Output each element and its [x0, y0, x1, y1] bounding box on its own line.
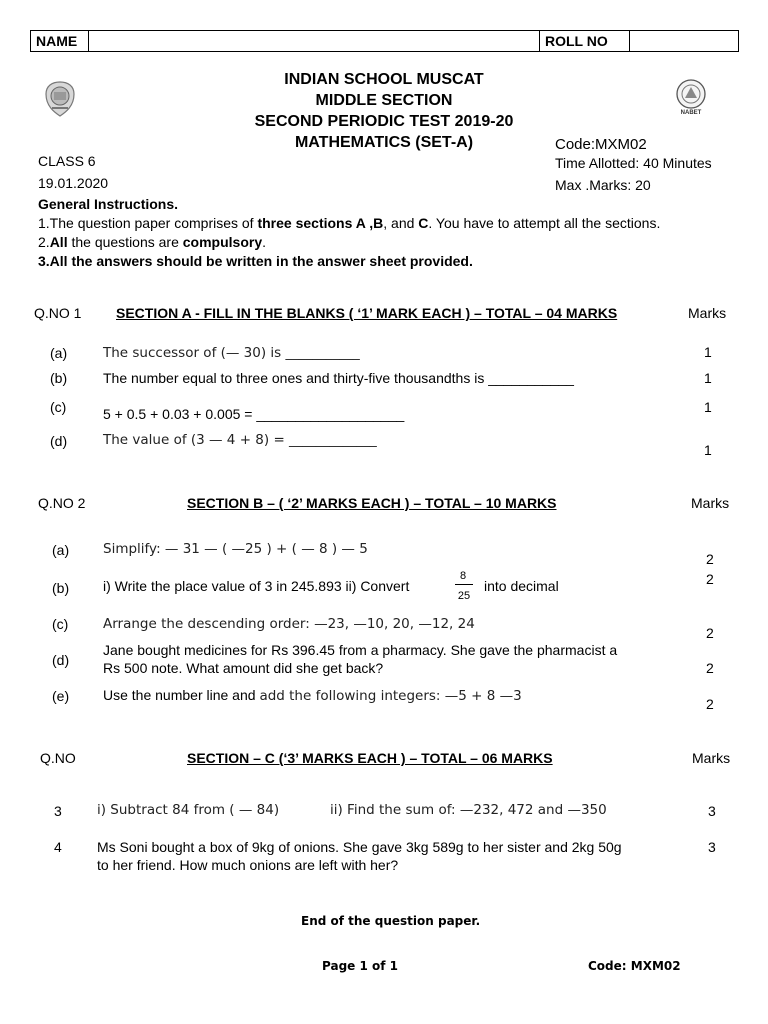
subject-title: MATHEMATICS (SET-A) — [294, 134, 474, 151]
question-marks: 1 — [704, 370, 712, 386]
question-label: (b) — [50, 370, 68, 386]
question-text: The value of (3 — 4 + 8) = _____________ — [103, 432, 377, 448]
test-title: SECOND PERIODIC TEST 2019-20 — [254, 113, 514, 130]
question-text: 5 + 0.5 + 0.03 + 0.005 = ___________________ — [103, 406, 405, 422]
section-b-qno: Q.NO 2 — [38, 495, 86, 511]
fraction-numerator: 8 — [459, 570, 467, 582]
nabet-logo-text: NABET — [680, 110, 702, 116]
instruction-bold: three sections A ,B — [257, 215, 384, 231]
class-label: CLASS 6 — [38, 153, 96, 169]
question-label: (a) — [52, 542, 70, 558]
name-field[interactable] — [89, 31, 539, 51]
question-marks: 3 — [708, 803, 716, 819]
section-b-title: SECTION B – ( ‘2’ MARKS EACH ) – TOTAL – 10 MARKS — [187, 495, 557, 511]
question-marks: 2 — [706, 551, 714, 567]
fraction-bar — [455, 584, 473, 585]
question-text-line1: Ms Soni bought a box of 9kg of onions. She gave 3kg 589g to her sister and 2kg 50g — [97, 839, 622, 855]
name-label: NAME — [36, 33, 78, 49]
instruction-text: 1.The question paper comprises of — [38, 215, 258, 231]
question-text-part: Use the number line and — [103, 687, 260, 703]
question-text: Simplify: — 31 — ( —25 ) + ( — 8 ) — 5 — [103, 541, 368, 557]
question-text-line1: Jane bought medicines for Rs 396.45 from a pharmacy. She gave the pharmacist a — [103, 642, 618, 658]
section-a-qno: Q.NO 1 — [34, 305, 82, 321]
question-marks: 3 — [708, 839, 716, 855]
question-text: ii) Find the sum of: —232, 472 and —350 — [330, 802, 607, 818]
rollno-label: ROLL NO — [545, 33, 608, 49]
section-a-marks-label: Marks — [688, 305, 727, 321]
instruction-bold: C — [418, 215, 429, 231]
question-marks: 2 — [706, 696, 714, 712]
page-number: Page 1 of 1 — [322, 959, 398, 973]
question-label: (c) — [52, 616, 69, 632]
question-marks: 2 — [706, 625, 714, 641]
question-label: 3 — [54, 803, 62, 819]
section-b-marks-label: Marks — [691, 495, 730, 511]
instruction-text: . You have to attempt all the sections. — [428, 215, 661, 231]
question-label: 4 — [54, 839, 62, 855]
question-label: (b) — [52, 580, 70, 596]
question-label: (c) — [50, 399, 67, 415]
instruction-text: . — [262, 234, 267, 250]
end-note: End of the question paper. — [301, 914, 481, 928]
instruction-text: 2. — [38, 234, 50, 250]
question-text-line2: to her friend. How much onions are left with her? — [97, 857, 399, 873]
paper-code: Code:MXM02 — [555, 136, 647, 153]
question-text-line2: Rs 500 note. What amount did she get back? — [103, 660, 384, 676]
name-rollno-table — [30, 30, 739, 52]
question-label: (d) — [52, 652, 70, 668]
question-text: Arrange the descending order: —23, —10, 20, —12, 24 — [103, 616, 475, 632]
question-label: (e) — [52, 688, 70, 704]
section-a-title: SECTION A - FILL IN THE BLANKS ( ‘1’ MARK EACH ) – TOTAL – 04 MARKS — [116, 305, 618, 321]
instruction-3: 3.All the answers should be written in the answer sheet provided. — [38, 253, 473, 269]
question-marks: 1 — [704, 344, 712, 360]
school-title: INDIAN SCHOOL MUSCAT — [284, 71, 484, 88]
instruction-bold: All — [49, 234, 68, 250]
rollno-field[interactable] — [630, 31, 738, 51]
question-text: The successor of (— 30) is ___________ — [103, 345, 360, 361]
question-text: i) Subtract 84 from ( — 84) — [97, 802, 280, 818]
question-marks: 1 — [704, 399, 712, 415]
question-text-part: add the following integers: —5 + 8 —3 — [259, 688, 522, 704]
exam-date: 19.01.2020 — [38, 175, 109, 191]
section-c-qno: Q.NO — [40, 750, 76, 766]
max-marks: Max .Marks: 20 — [555, 177, 651, 193]
divider — [539, 31, 540, 51]
question-label: (d) — [50, 433, 68, 449]
section-title: MIDDLE SECTION — [315, 92, 453, 109]
question-text: into decimal — [484, 578, 559, 594]
question-text: i) Write the place value of 3 in 245.893 ii) Convert — [103, 578, 410, 594]
instruction-text: the questions are — [67, 234, 183, 250]
question-label: (a) — [50, 345, 68, 361]
instruction-text: , and — [383, 215, 419, 231]
instruction-1 — [38, 215, 660, 231]
question-marks: 2 — [706, 660, 714, 676]
instructions-heading: General Instructions. — [38, 196, 179, 212]
question-marks: 2 — [706, 571, 714, 587]
section-c-marks-label: Marks — [692, 750, 731, 766]
question-text: The number equal to three ones and thirty-five thousandths is ___________ — [103, 370, 574, 386]
question-text — [103, 687, 522, 704]
section-c-title: SECTION – C (‘3’ MARKS EACH ) – TOTAL – 06 MARKS — [187, 750, 553, 766]
instruction-2 — [38, 234, 266, 250]
fraction-denominator: 25 — [457, 590, 471, 602]
instruction-bold: compulsory — [182, 234, 263, 250]
question-marks: 1 — [704, 442, 712, 458]
footer-code: Code: MXM02 — [588, 959, 681, 973]
time-allotted: Time Allotted: 40 Minutes — [555, 155, 712, 171]
